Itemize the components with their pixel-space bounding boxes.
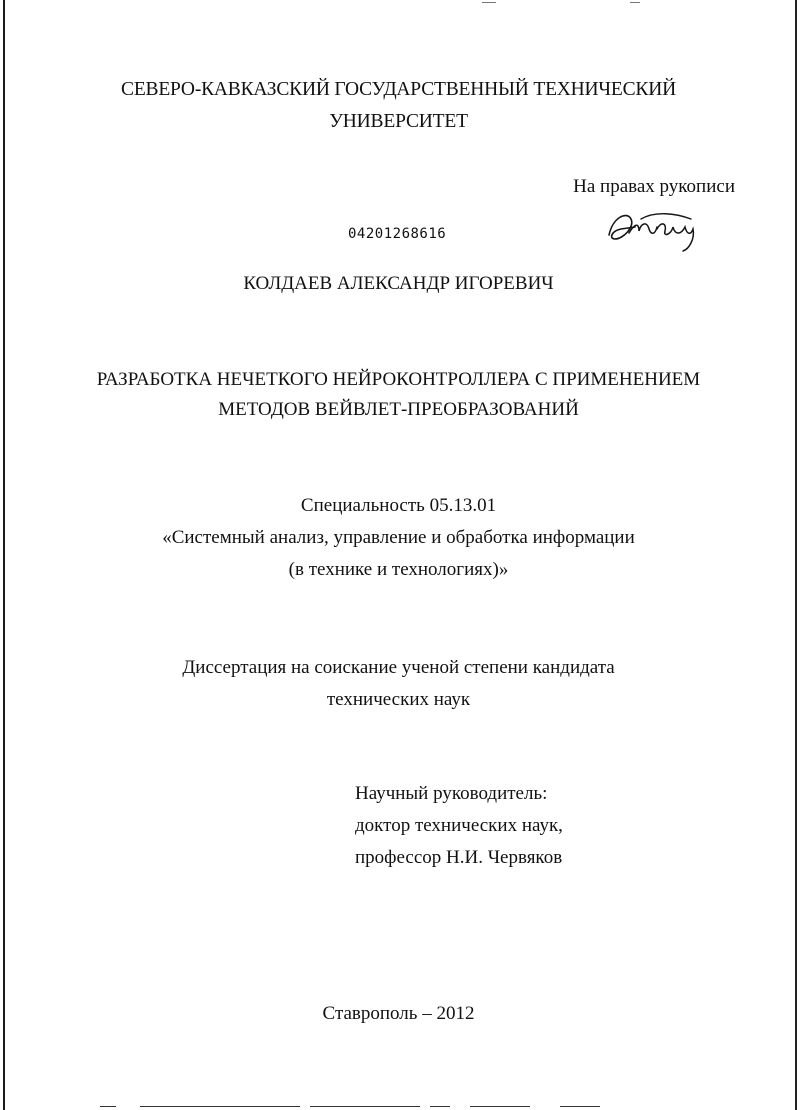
scan-mark — [482, 2, 496, 3]
supervisor-label: Научный руководитель: — [355, 783, 548, 804]
registration-number: 04201268616 — [348, 226, 447, 242]
specialty-name-line2: (в технике и технологиях)» — [288, 559, 509, 580]
city-year: Ставрополь – 2012 — [322, 1003, 475, 1024]
manuscript-note: На правах рукописи — [573, 176, 735, 197]
scan-mark — [100, 1106, 116, 1107]
university-name-line1: СЕВЕРО-КАВКАЗСКИЙ ГОСУДАРСТВЕННЫЙ ТЕХНИЧЕСКИЙ — [121, 79, 676, 100]
author-name: КОЛДАЕВ АЛЕКСАНДР ИГОРЕВИЧ — [243, 273, 554, 294]
scan-mark — [560, 1106, 600, 1107]
thesis-title-line2: МЕТОДОВ ВЕЙВЛЕТ-ПРЕОБРАЗОВАНИЙ — [218, 399, 579, 420]
dissertation-type-line2: технических наук — [326, 689, 471, 710]
scan-edge-left — [3, 0, 5, 1110]
university-name-line2: УНИВЕРСИТЕТ — [329, 111, 468, 132]
thesis-title-line1: РАЗРАБОТКА НЕЧЕТКОГО НЕЙРОКОНТРОЛЛЕРА С ПРИМЕНЕНИЕМ — [96, 369, 701, 390]
signature-icon — [605, 205, 705, 255]
supervisor-degree: доктор технических наук, — [355, 815, 563, 836]
specialty-name-line1: «Системный анализ, управление и обработка информации — [162, 527, 635, 548]
supervisor-name: профессор Н.И. Червяков — [355, 847, 563, 868]
scan-mark — [630, 2, 640, 3]
scan-mark — [310, 1106, 420, 1107]
scan-mark — [470, 1106, 530, 1107]
scan-mark — [430, 1106, 450, 1107]
scan-mark — [140, 1106, 300, 1107]
dissertation-type-line1: Диссертация на соискание ученой степени кандидата — [182, 657, 615, 678]
specialty-code: Специальность 05.13.01 — [300, 495, 497, 516]
